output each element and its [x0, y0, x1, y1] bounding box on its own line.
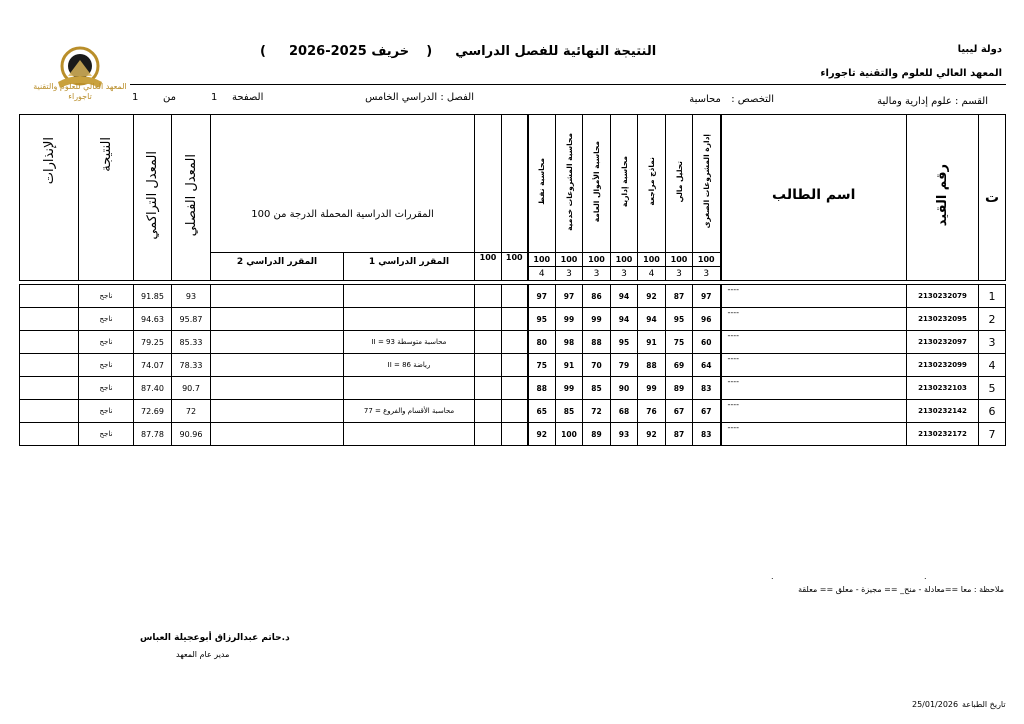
row-sem-rate: 85.33 — [172, 331, 211, 354]
row-empty-score — [502, 423, 528, 446]
subject-header-2 — [666, 115, 693, 253]
row-carried-course-2 — [211, 308, 344, 331]
spec-value: محاسبة — [689, 94, 721, 105]
subject-header-5 — [583, 115, 611, 253]
row-score: 88 — [528, 377, 556, 400]
subject-header-1 — [693, 115, 721, 253]
row-score: 93 — [611, 423, 638, 446]
row-score: 97 — [693, 285, 721, 308]
row-index: 1 — [979, 285, 1006, 308]
row-score: 95 — [611, 331, 638, 354]
row-score: 85 — [556, 400, 583, 423]
row-result: ناجح — [79, 377, 134, 400]
row-warning — [20, 308, 79, 331]
row-warning — [20, 377, 79, 400]
row-score: 99 — [583, 308, 611, 331]
row-warning — [20, 423, 79, 446]
close-paren: ) — [260, 44, 266, 59]
row-carried-course-2 — [211, 331, 344, 354]
sem-rate-label: المعدل الفصلي — [183, 154, 199, 237]
table-row — [20, 285, 1006, 308]
row-carried-course-1 — [344, 377, 475, 400]
row-empty-score — [475, 285, 502, 308]
subject-max-6: 100 — [556, 253, 583, 267]
row-score: 88 — [638, 354, 666, 377]
subject-max-4: 100 — [611, 253, 638, 267]
row-score: 72 — [583, 400, 611, 423]
row-cum-rate: 79.25 — [134, 331, 172, 354]
row-result: ناجح — [79, 400, 134, 423]
col-index-header: ت — [979, 115, 1006, 281]
row-score: 94 — [611, 285, 638, 308]
row-index: 4 — [979, 354, 1006, 377]
subject-header-7 — [528, 115, 556, 253]
row-empty-score — [502, 400, 528, 423]
page-number: 1 — [211, 92, 218, 103]
row-sem-rate: 90.7 — [172, 377, 211, 400]
row-index: 2 — [979, 308, 1006, 331]
row-score: 68 — [611, 400, 638, 423]
row-score: 92 — [638, 285, 666, 308]
row-score: 92 — [528, 423, 556, 446]
note-dot-1: . — [924, 572, 927, 581]
row-student-name: ---- — [721, 285, 907, 308]
signatory-name: د.حاتم عبدالرزاق أبوعجيلة العباس — [140, 633, 290, 643]
row-score: 97 — [556, 285, 583, 308]
semester-info — [365, 92, 474, 103]
subject-max-7: 100 — [528, 253, 556, 267]
semester-value: الدراسي الخامس — [365, 92, 438, 103]
row-score: 64 — [693, 354, 721, 377]
row-empty-score — [475, 331, 502, 354]
subject-units-7: 4 — [528, 267, 556, 281]
row-warning — [20, 285, 79, 308]
row-empty-score — [502, 331, 528, 354]
row-reg-number: 2130232142 — [907, 400, 979, 423]
row-score: 100 — [556, 423, 583, 446]
semester-label: الفصل : — [440, 92, 474, 103]
table-row — [20, 354, 1006, 377]
row-score: 76 — [638, 400, 666, 423]
subject-name-6: محاسبة المشروعات خدمية — [564, 132, 574, 231]
row-empty-score — [475, 354, 502, 377]
row-empty-score — [475, 400, 502, 423]
row-score: 67 — [693, 400, 721, 423]
row-carried-course-1 — [344, 423, 475, 446]
subject-units-2: 3 — [666, 267, 693, 281]
row-score: 99 — [638, 377, 666, 400]
row-warning — [20, 331, 79, 354]
of-label: من — [163, 92, 176, 103]
row-result: ناجح — [79, 331, 134, 354]
row-index: 5 — [979, 377, 1006, 400]
row-score: 90 — [611, 377, 638, 400]
warnings-label: الإنذارات — [41, 137, 57, 185]
empty-subject-header-2 — [475, 115, 502, 253]
header-row-1 — [20, 115, 1006, 253]
col-result-header — [79, 115, 134, 281]
row-index: 6 — [979, 400, 1006, 423]
header-rule — [130, 84, 1006, 85]
row-score: 79 — [611, 354, 638, 377]
row-score: 83 — [693, 377, 721, 400]
col-sem-rate-header — [172, 115, 211, 281]
subject-name-7: محاسبة نفط — [537, 158, 547, 205]
col-cum-rate-header — [134, 115, 172, 281]
dept-label: القسم : — [954, 96, 988, 107]
row-empty-score — [475, 423, 502, 446]
row-score: 95 — [666, 308, 693, 331]
row-empty-score — [502, 377, 528, 400]
subject-name-5: محاسبة الأموال العامة — [592, 140, 601, 223]
row-score: 92 — [638, 423, 666, 446]
subject-header-3 — [638, 115, 666, 253]
row-carried-course-2 — [211, 423, 344, 446]
row-sem-rate: 93 — [172, 285, 211, 308]
page-title — [260, 44, 656, 59]
term-text: خريف 2025-2026 — [289, 44, 410, 59]
row-carried-course-2 — [211, 377, 344, 400]
row-score: 75 — [528, 354, 556, 377]
carried-course-2-header: المقرر الدراسي 2 — [211, 253, 344, 281]
row-score: 70 — [583, 354, 611, 377]
row-reg-number: 2130232079 — [907, 285, 979, 308]
row-carried-course-2 — [211, 400, 344, 423]
row-carried-course-1: محاسبة الأقسام والفروع = 77 — [344, 400, 475, 423]
col-warnings-header — [20, 115, 79, 281]
row-student-name: ---- — [721, 331, 907, 354]
row-cum-rate: 72.69 — [134, 400, 172, 423]
row-carried-course-1 — [344, 285, 475, 308]
subject-name-3: نماذج مراجعة — [647, 157, 656, 206]
row-index: 3 — [979, 331, 1006, 354]
carried-course-1-header: المقرر الدراسي 1 — [344, 253, 475, 281]
row-empty-score — [502, 308, 528, 331]
empty-subject-header-1 — [502, 115, 528, 253]
table-row — [20, 308, 1006, 331]
row-cum-rate: 74.07 — [134, 354, 172, 377]
row-index: 7 — [979, 423, 1006, 446]
result-label: النتيجة — [98, 137, 114, 172]
row-score: 99 — [556, 377, 583, 400]
subject-units-5: 3 — [583, 267, 611, 281]
row-score: 87 — [666, 285, 693, 308]
page-total: 1 — [132, 92, 139, 103]
title-text: النتيجة النهائية للفصل الدراسي — [455, 44, 657, 59]
row-score: 75 — [666, 331, 693, 354]
table-row — [20, 331, 1006, 354]
spec-label: التخصص : — [731, 94, 774, 105]
spec-info — [689, 94, 774, 105]
subject-units-1: 3 — [693, 267, 721, 281]
row-student-name: ---- — [721, 308, 907, 331]
row-score: 91 — [556, 354, 583, 377]
student-rows — [20, 285, 1006, 446]
row-reg-number: 2130232103 — [907, 377, 979, 400]
row-score: 98 — [556, 331, 583, 354]
dept-info — [877, 96, 988, 107]
row-score: 60 — [693, 331, 721, 354]
print-date-label: تاريخ الطباعة — [962, 700, 1006, 709]
row-cum-rate: 91.85 — [134, 285, 172, 308]
row-empty-score — [502, 285, 528, 308]
col-name-header: اسم الطالب — [721, 115, 907, 281]
subject-units-3: 4 — [638, 267, 666, 281]
row-score: 85 — [583, 377, 611, 400]
row-score: 83 — [693, 423, 721, 446]
empty-subject-max-1: 100 — [502, 253, 528, 281]
row-sem-rate: 72 — [172, 400, 211, 423]
results-table — [19, 114, 1006, 446]
subject-units-6: 3 — [556, 267, 583, 281]
institute-name: المعهد العالي للعلوم والتقنية تاجوراء — [820, 68, 1002, 79]
row-score: 91 — [638, 331, 666, 354]
subject-units-4: 3 — [611, 267, 638, 281]
row-score: 86 — [583, 285, 611, 308]
row-empty-score — [475, 308, 502, 331]
row-cum-rate: 94.63 — [134, 308, 172, 331]
row-result: ناجح — [79, 423, 134, 446]
page-label: الصفحة — [232, 92, 264, 103]
open-paren: ( — [426, 44, 433, 59]
cum-rate-label: المعدل التراكمي — [145, 151, 160, 240]
row-score: 95 — [528, 308, 556, 331]
row-sem-rate: 78.33 — [172, 354, 211, 377]
table-row — [20, 400, 1006, 423]
row-score: 94 — [638, 308, 666, 331]
row-result: ناجح — [79, 354, 134, 377]
row-score: 88 — [583, 331, 611, 354]
row-carried-course-2 — [211, 285, 344, 308]
row-score: 97 — [528, 285, 556, 308]
row-student-name: ---- — [721, 423, 907, 446]
carried-courses-header: المقررات الدراسية المحملة الدرجة من 100 — [211, 115, 475, 253]
row-warning — [20, 354, 79, 377]
row-student-name: ---- — [721, 354, 907, 377]
legend-note: ملاحظة : معا ==معادلة - منح_ == مجيزة - معلق == معلقة — [798, 585, 1004, 594]
row-reg-number: 2130232097 — [907, 331, 979, 354]
row-reg-number: 2130232095 — [907, 308, 979, 331]
subject-header-6 — [556, 115, 583, 253]
subject-max-5: 100 — [583, 253, 611, 267]
dept-value: علوم إدارية ومالية — [877, 96, 952, 107]
row-score: 67 — [666, 400, 693, 423]
table-row — [20, 377, 1006, 400]
row-carried-course-1 — [344, 308, 475, 331]
row-carried-course-2 — [211, 354, 344, 377]
row-reg-number: 2130232099 — [907, 354, 979, 377]
row-score: 89 — [583, 423, 611, 446]
row-score: 65 — [528, 400, 556, 423]
print-date: 25/01/2026 — [912, 700, 959, 709]
row-empty-score — [475, 377, 502, 400]
row-score: 80 — [528, 331, 556, 354]
row-score: 96 — [693, 308, 721, 331]
signatory-title: مدير عام المعهد — [176, 650, 230, 659]
row-sem-rate: 95.87 — [172, 308, 211, 331]
row-cum-rate: 87.78 — [134, 423, 172, 446]
row-score: 69 — [666, 354, 693, 377]
note-dot-2: . — [771, 572, 774, 581]
row-student-name: ---- — [721, 377, 907, 400]
table-row — [20, 423, 1006, 446]
row-result: ناجح — [79, 285, 134, 308]
row-reg-number: 2130232172 — [907, 423, 979, 446]
row-student-name: ---- — [721, 400, 907, 423]
subject-name-2: تحليل مالي — [674, 160, 684, 203]
empty-subject-max-2: 100 — [475, 253, 502, 281]
subject-name-4: محاسبة إدارية — [619, 155, 629, 208]
row-carried-course-1: رياضة II = 86 — [344, 354, 475, 377]
row-cum-rate: 87.40 — [134, 377, 172, 400]
col-reg-label: رقم القيد — [935, 164, 950, 227]
row-sem-rate: 90.96 — [172, 423, 211, 446]
row-warning — [20, 400, 79, 423]
row-score: 89 — [666, 377, 693, 400]
row-score: 94 — [611, 308, 638, 331]
row-carried-course-1: محاسبة متوسطة II = 93 — [344, 331, 475, 354]
col-reg-header — [907, 115, 979, 281]
subject-header-4 — [611, 115, 638, 253]
row-score: 99 — [556, 308, 583, 331]
subject-max-3: 100 — [638, 253, 666, 267]
row-result: ناجح — [79, 308, 134, 331]
row-empty-score — [502, 354, 528, 377]
logo-caption: المعهد العالي للعلوم والتقنية تاجوراء — [33, 82, 127, 101]
subject-name-1: إدارة المشروعات الصغرى — [701, 134, 711, 229]
subject-max-2: 100 — [666, 253, 693, 267]
subject-max-1: 100 — [693, 253, 721, 267]
country-name: دولة ليبيا — [957, 44, 1002, 55]
row-score: 87 — [666, 423, 693, 446]
